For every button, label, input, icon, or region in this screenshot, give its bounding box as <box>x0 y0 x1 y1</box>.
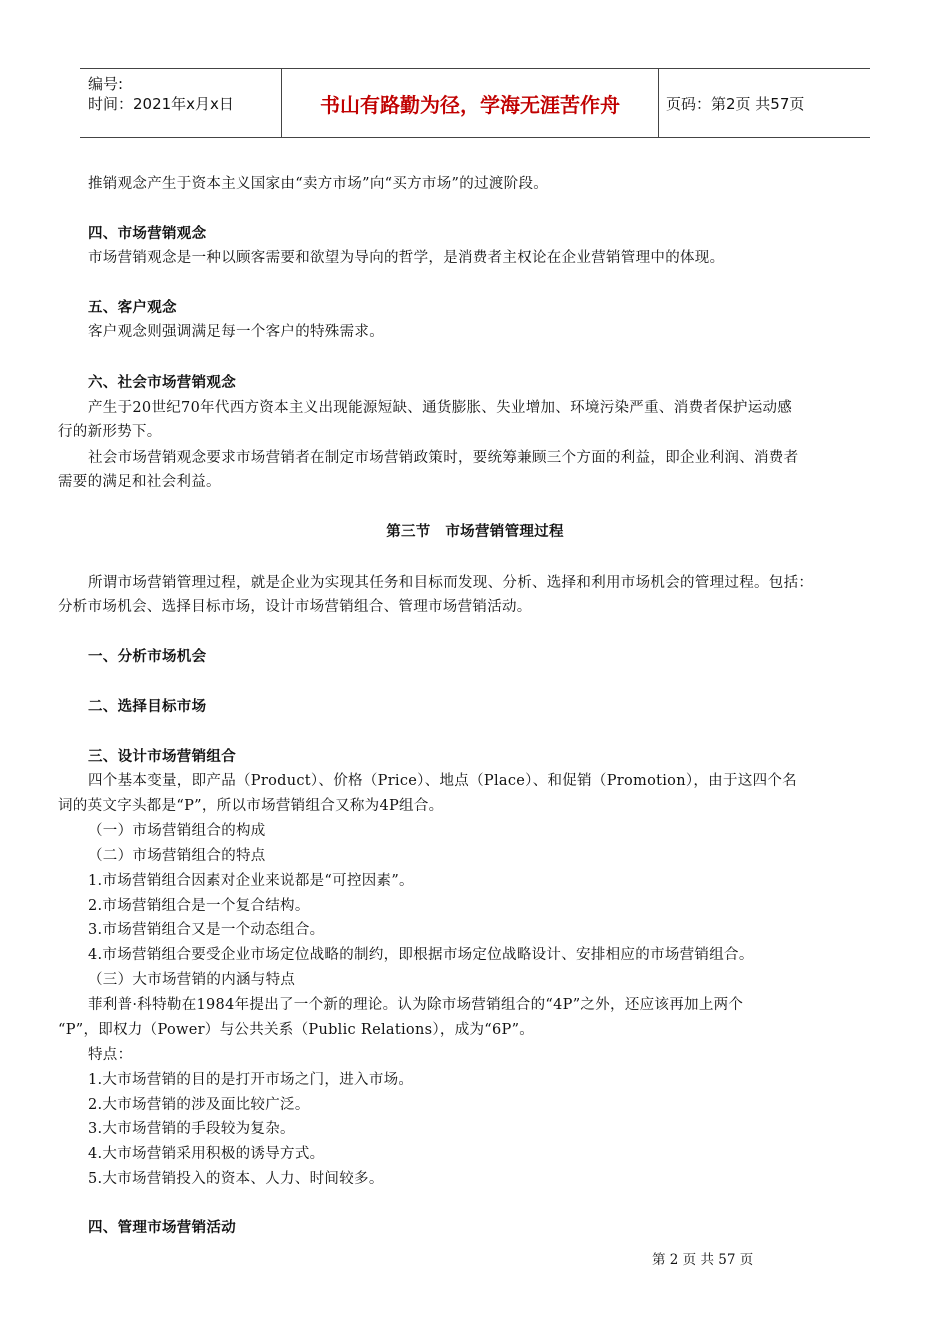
heading: 五、客户观念 <box>88 300 177 316</box>
list-item: 3.市场营销组合又是一个动态组合。 <box>88 922 325 938</box>
heading: 四、市场营销观念 <box>88 226 207 242</box>
list-item: 4.大市场营销采用积极的诱导方式。 <box>88 1146 325 1162</box>
paragraph: 四个基本变量，即产品（Product）、价格（Price）、地点（Place）、和促销（Promotion），由于这四个名 <box>88 773 797 789</box>
list-item: 1.大市场营销的目的是打开市场之门，进入市场。 <box>88 1072 414 1088</box>
list-item: 4.市场营销组合要受企业市场定位战略的制约，即根据市场定位战略设计、安排相应的市场营销组合。 <box>88 947 754 963</box>
heading: 三、设计市场营销组合 <box>88 749 236 765</box>
subheading: （二）市场营销组合的特点 <box>88 848 266 864</box>
paragraph: 词的英文字头都是“P”，所以市场营销组合又称为4P组合。 <box>58 798 444 814</box>
heading: 六、社会市场营销观念 <box>88 375 236 391</box>
section-title: 第三节 市场营销管理过程 <box>386 524 564 540</box>
paragraph: 客户观念则强调满足每一个客户的特殊需求。 <box>88 324 384 340</box>
paragraph: 行的新形势下。 <box>58 424 162 440</box>
list-item: 2.市场营销组合是一个复合结构。 <box>88 898 310 914</box>
paragraph: “P”，即权力（Power）与公共关系（Public Relations），成为“6P”。 <box>58 1022 535 1038</box>
header-left <box>80 69 281 137</box>
heading: 一、分析市场机会 <box>88 649 207 665</box>
paragraph: 所谓市场营销管理过程，就是企业为实现其任务和目标而发现、分析、选择和利用市场机会的管理过程。包括： <box>88 575 814 591</box>
list-item: 2.大市场营销的涉及面比较广泛。 <box>88 1097 310 1113</box>
subheading: （一）市场营销组合的构成 <box>88 823 266 839</box>
page-footer: 第 2 页 共 57 页 <box>652 1252 754 1268</box>
paragraph: 市场营销观念是一种以顾客需要和欲望为导向的哲学，是消费者主权论在企业营销管理中的体现。 <box>88 250 725 266</box>
heading: 四、管理市场营销活动 <box>88 1220 236 1236</box>
motto: 书山有路勤为径，学海无涯苦作舟 <box>281 69 659 137</box>
paragraph: 特点： <box>88 1047 133 1063</box>
paragraph: 分析市场机会、选择目标市场，设计市场营销组合、管理市场营销活动。 <box>58 599 532 615</box>
paragraph: 推销观念产生于资本主义国家由“卖方市场”向“买方市场”的过渡阶段。 <box>88 176 549 192</box>
page-header <box>80 68 870 138</box>
paragraph: 菲利普·科特勒在1984年提出了一个新的理论。认为除市场营销组合的“4P”之外，还应该再加上两个 <box>88 997 744 1013</box>
paragraph: 产生于20世纪70年代西方资本主义出现能源短缺、通货膨胀、失业增加、环境污染严重、消费者保护运动感 <box>88 400 793 416</box>
list-item: 5.大市场营销投入的资本、人力、时间较多。 <box>88 1171 384 1187</box>
date-label: 时间：2021年x月x日 <box>88 95 234 113</box>
subheading: （三）大市场营销的内涵与特点 <box>88 972 296 988</box>
paragraph: 需要的满足和社会利益。 <box>58 474 221 490</box>
list-item: 1.市场营销组合因素对企业来说都是“可控因素”。 <box>88 873 414 889</box>
heading: 二、选择目标市场 <box>88 699 207 715</box>
list-item: 3.大市场营销的手段较为复杂。 <box>88 1121 295 1137</box>
paragraph: 社会市场营销观念要求市场营销者在制定市场营销政策时，要统筹兼顾三个方面的利益，即企业利润、消费者 <box>88 450 799 466</box>
page-info: 页码：第2页 共57页 <box>666 94 805 113</box>
number-label: 编号: <box>88 75 124 93</box>
